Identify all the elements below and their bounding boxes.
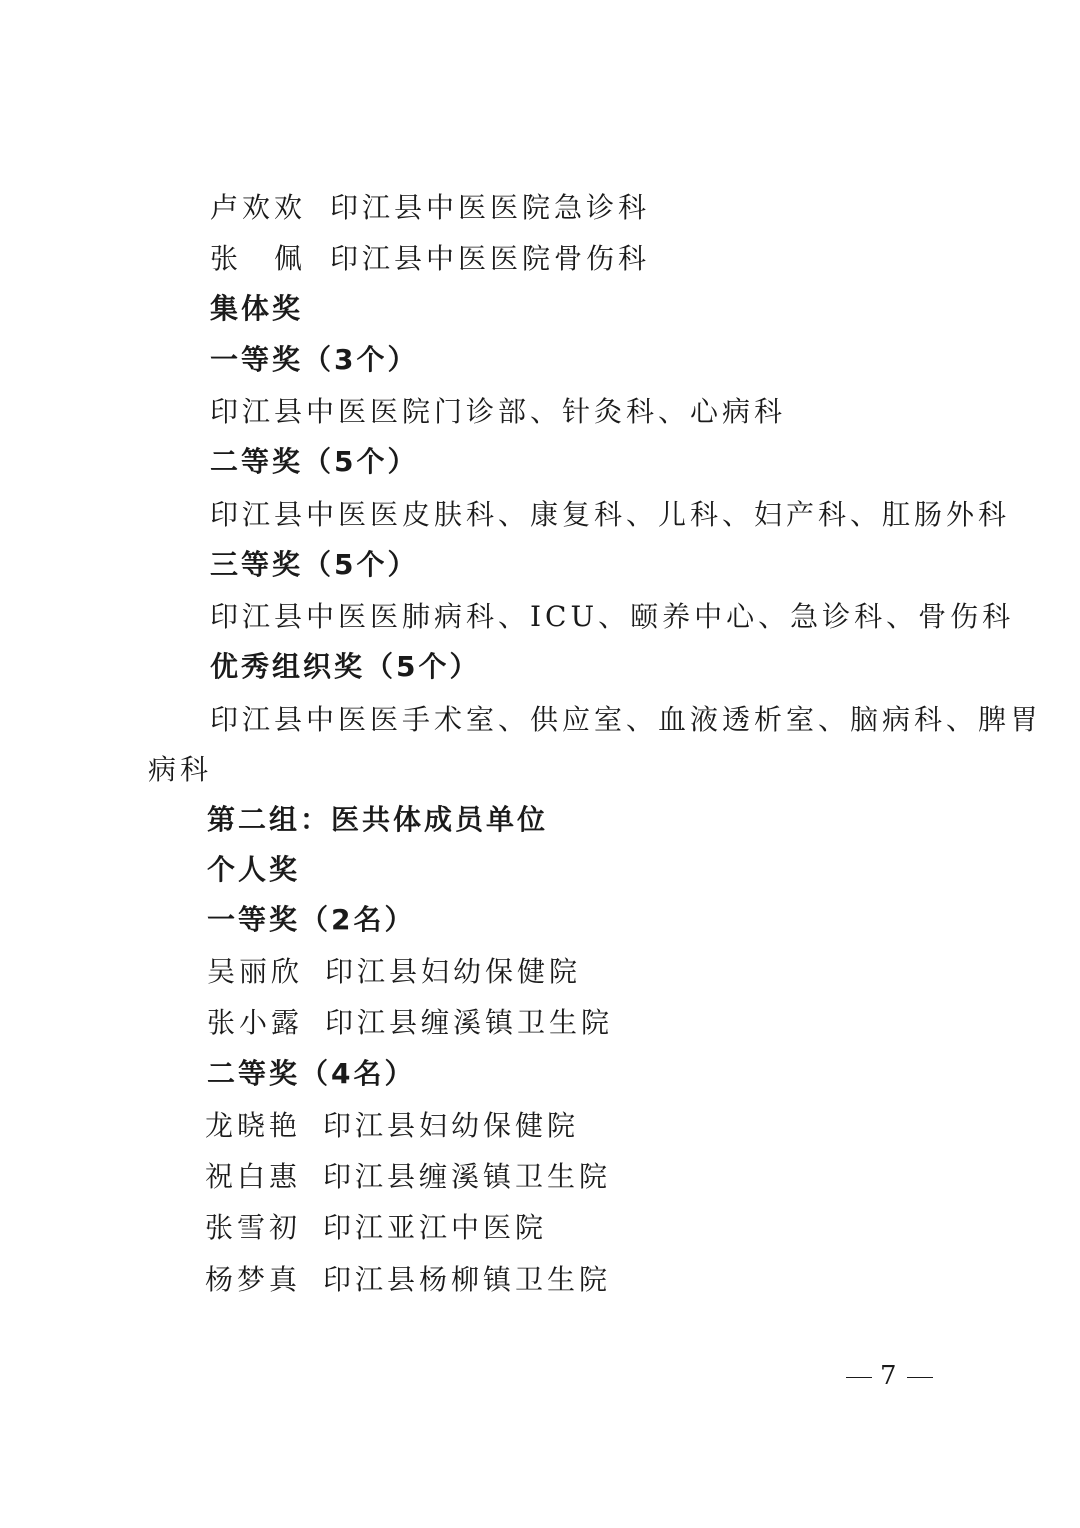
award-entry [205, 1260, 611, 1300]
unit-name: 印江县中医医院急诊科 [330, 191, 651, 224]
person-name: 祝白惠 [205, 1160, 302, 1193]
person-name: 张雪初 [205, 1211, 302, 1244]
award-entry [205, 1208, 547, 1248]
award-text-continuation: 病科 [148, 753, 213, 786]
unit-name: 印江县杨柳镇卫生院 [323, 1263, 612, 1296]
prize-level-heading: 一等奖（3个） [210, 343, 419, 376]
unit-name: 印江县缠溪镇卫生院 [323, 1160, 612, 1193]
person-name: 卢欢欢 [210, 191, 307, 224]
dash-left [846, 1377, 872, 1378]
award-entry [210, 188, 650, 228]
unit-name: 印江县中医医院骨伤科 [330, 242, 651, 275]
award-entry [205, 1157, 611, 1197]
prize-level-heading: 优秀组织奖（5个） [210, 650, 481, 683]
person-name: 杨梦真 [205, 1263, 302, 1296]
group-heading: 第二组：医共体成员单位 [207, 803, 549, 836]
section-heading: 集体奖 [210, 292, 304, 325]
unit-name: 印江县妇幼保健院 [325, 955, 582, 988]
page-number [838, 1356, 941, 1396]
award-entry [207, 952, 581, 992]
award-text: 印江县中医医手术室、供应室、血液透析室、脑病科、脾胃 [210, 703, 1043, 736]
person-name: 吴丽欣 [207, 955, 304, 988]
unit-name: 印江县缠溪镇卫生院 [325, 1006, 614, 1039]
award-text: 印江县中医医皮肤科、康复科、儿科、妇产科、肛肠外科 [210, 498, 1011, 531]
award-entry [210, 239, 650, 279]
section-heading: 个人奖 [207, 853, 301, 886]
award-text: 印江县中医医肺病科、ICU、颐养中心、急诊科、骨伤科 [210, 600, 1015, 633]
person-name: 龙晓艳 [205, 1109, 302, 1142]
award-entry [207, 1003, 613, 1043]
prize-level-heading: 二等奖（4名） [207, 1057, 416, 1090]
unit-name: 印江县妇幼保健院 [323, 1109, 580, 1142]
award-entry [205, 1106, 579, 1146]
prize-level-heading: 二等奖（5个） [210, 445, 419, 478]
prize-level-heading: 三等奖（5个） [210, 548, 419, 581]
unit-name: 印江亚江中医院 [323, 1211, 548, 1244]
person-name: 张 佩 [210, 242, 307, 275]
dash-right [907, 1377, 933, 1378]
person-name: 张小露 [207, 1006, 304, 1039]
prize-level-heading: 一等奖（2名） [207, 903, 416, 936]
award-text: 印江县中医医院门诊部、针灸科、心病科 [210, 395, 787, 428]
page-number-value: 7 [880, 1361, 899, 1391]
